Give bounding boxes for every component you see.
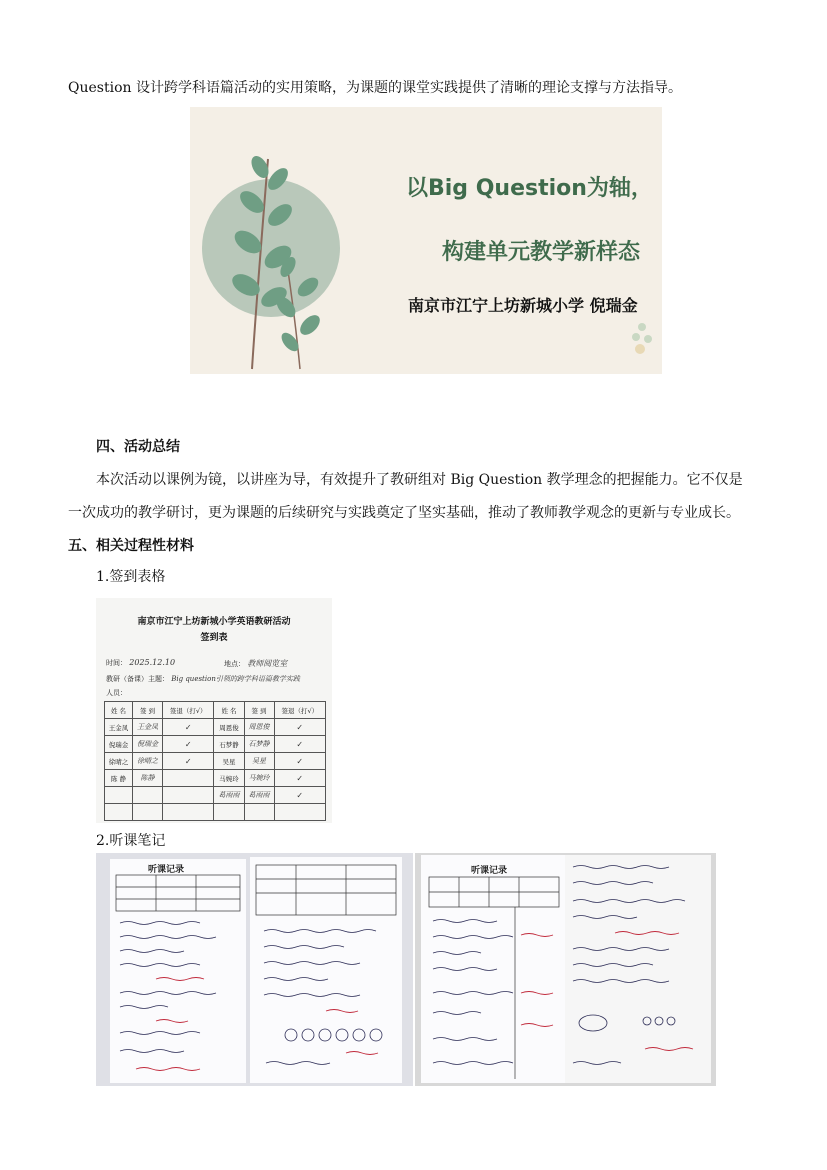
banner-title-line1: 以Big Question为轴， xyxy=(406,176,653,201)
material-item-signin: 1.签到表格 xyxy=(96,569,166,585)
notes-title-left: 听课记录 xyxy=(148,865,185,875)
name-cell: 周恩俊 xyxy=(214,719,244,736)
signin-sheet-title: 南京市江宁上坊新城小学英语教研活动 xyxy=(137,617,291,627)
signature-cell xyxy=(132,787,162,804)
signin-table-header xyxy=(105,702,326,719)
check-cell xyxy=(163,770,214,787)
signin-time-value: 2025.12.10 xyxy=(129,658,176,667)
name-cell: 陈 静 xyxy=(105,770,133,787)
signin-topic-value: Big question引领的跨学科语篇教学实践 xyxy=(171,675,300,683)
signin-sheet-subtitle: 签到表 xyxy=(200,633,228,643)
name-cell: 吴星 xyxy=(214,753,244,770)
check-cell: ✓ xyxy=(163,736,214,753)
name-cell: 王金凤 xyxy=(105,719,133,736)
header-cell: 签退（打√） xyxy=(274,702,325,719)
signature-cell: 周恩俊 xyxy=(244,719,274,736)
check-cell: ✓ xyxy=(163,753,214,770)
signin-topic-label: 教研（备课）主题： xyxy=(106,675,169,683)
signature-cell: 徐晴之 xyxy=(132,753,162,770)
banner-author: 南京市江宁上坊新城小学 倪瑞金 xyxy=(408,296,638,315)
signin-table-row xyxy=(105,719,326,736)
name-cell: 马婉玲 xyxy=(214,770,244,787)
header-cell: 姓 名 xyxy=(105,702,133,719)
signature-cell: 倪瑞金 xyxy=(132,736,162,753)
header-cell: 签 到 xyxy=(132,702,162,719)
signin-place-value: 教师阅览室 xyxy=(247,659,288,668)
check-cell: ✓ xyxy=(274,787,325,804)
signin-people-label: 人员： xyxy=(106,689,127,697)
section4-line1: 本次活动以课例为镜，以讲座为导，有效提升了教研组对 Big Question 教学理念的把握能力。它不仅是 xyxy=(96,472,743,488)
name-cell: 倪瑞金 xyxy=(105,736,133,753)
signin-table-row xyxy=(105,736,326,753)
signature-cell: 王金凤 xyxy=(132,719,162,736)
check-cell xyxy=(163,787,214,804)
signin-table-row-empty xyxy=(105,804,326,821)
header-cell: 签退（打√） xyxy=(163,702,214,719)
signature-cell: 吴星 xyxy=(244,753,274,770)
lesson-notes-photo-1 xyxy=(96,853,413,1086)
signin-table xyxy=(104,701,326,821)
banner-title-line2: 构建单元教学新样态 xyxy=(442,240,641,265)
lesson-notes-photo-2 xyxy=(415,853,716,1086)
signature-cell: 马婉玲 xyxy=(244,770,274,787)
signin-table-row xyxy=(105,753,326,770)
name-cell: 徐晴之 xyxy=(105,753,133,770)
section4-heading: 四、活动总结 xyxy=(96,439,180,455)
section5-heading: 五、相关过程性材料 xyxy=(68,538,194,554)
lecture-banner-image xyxy=(190,107,662,374)
signin-table-row xyxy=(105,787,326,804)
notes-title-right: 听课记录 xyxy=(471,866,508,876)
header-cell: 姓 名 xyxy=(214,702,244,719)
name-cell: 葛雨雨 xyxy=(214,787,244,804)
material-item-notes: 2.听课笔记 xyxy=(96,833,166,849)
intro-text: Question 设计跨学科语篇活动的实用策略，为课题的课堂实践提供了清晰的理论支撑与方法指导。 xyxy=(68,80,682,96)
signature-cell: 陈静 xyxy=(132,770,162,787)
handwriting-scribbles xyxy=(96,853,413,1086)
check-cell: ✓ xyxy=(274,770,325,787)
signin-place-label: 地点： xyxy=(224,660,245,668)
signin-sheet-photo xyxy=(96,598,332,823)
check-cell: ✓ xyxy=(163,719,214,736)
handwriting-scribbles xyxy=(415,853,716,1086)
signin-table-row xyxy=(105,770,326,787)
check-cell: ✓ xyxy=(274,753,325,770)
check-cell: ✓ xyxy=(274,736,325,753)
signature-cell: 石梦静 xyxy=(244,736,274,753)
signin-time-label: 时间： xyxy=(106,659,127,667)
name-cell xyxy=(105,787,133,804)
name-cell: 石梦静 xyxy=(214,736,244,753)
header-cell: 签 到 xyxy=(244,702,274,719)
check-cell: ✓ xyxy=(274,719,325,736)
section4-line2: 一次成功的教学研讨，更为课题的后续研究与实践奠定了坚实基础，推动了教师教学观念的更新与专业成长。 xyxy=(68,505,740,521)
signature-cell: 葛雨雨 xyxy=(244,787,274,804)
